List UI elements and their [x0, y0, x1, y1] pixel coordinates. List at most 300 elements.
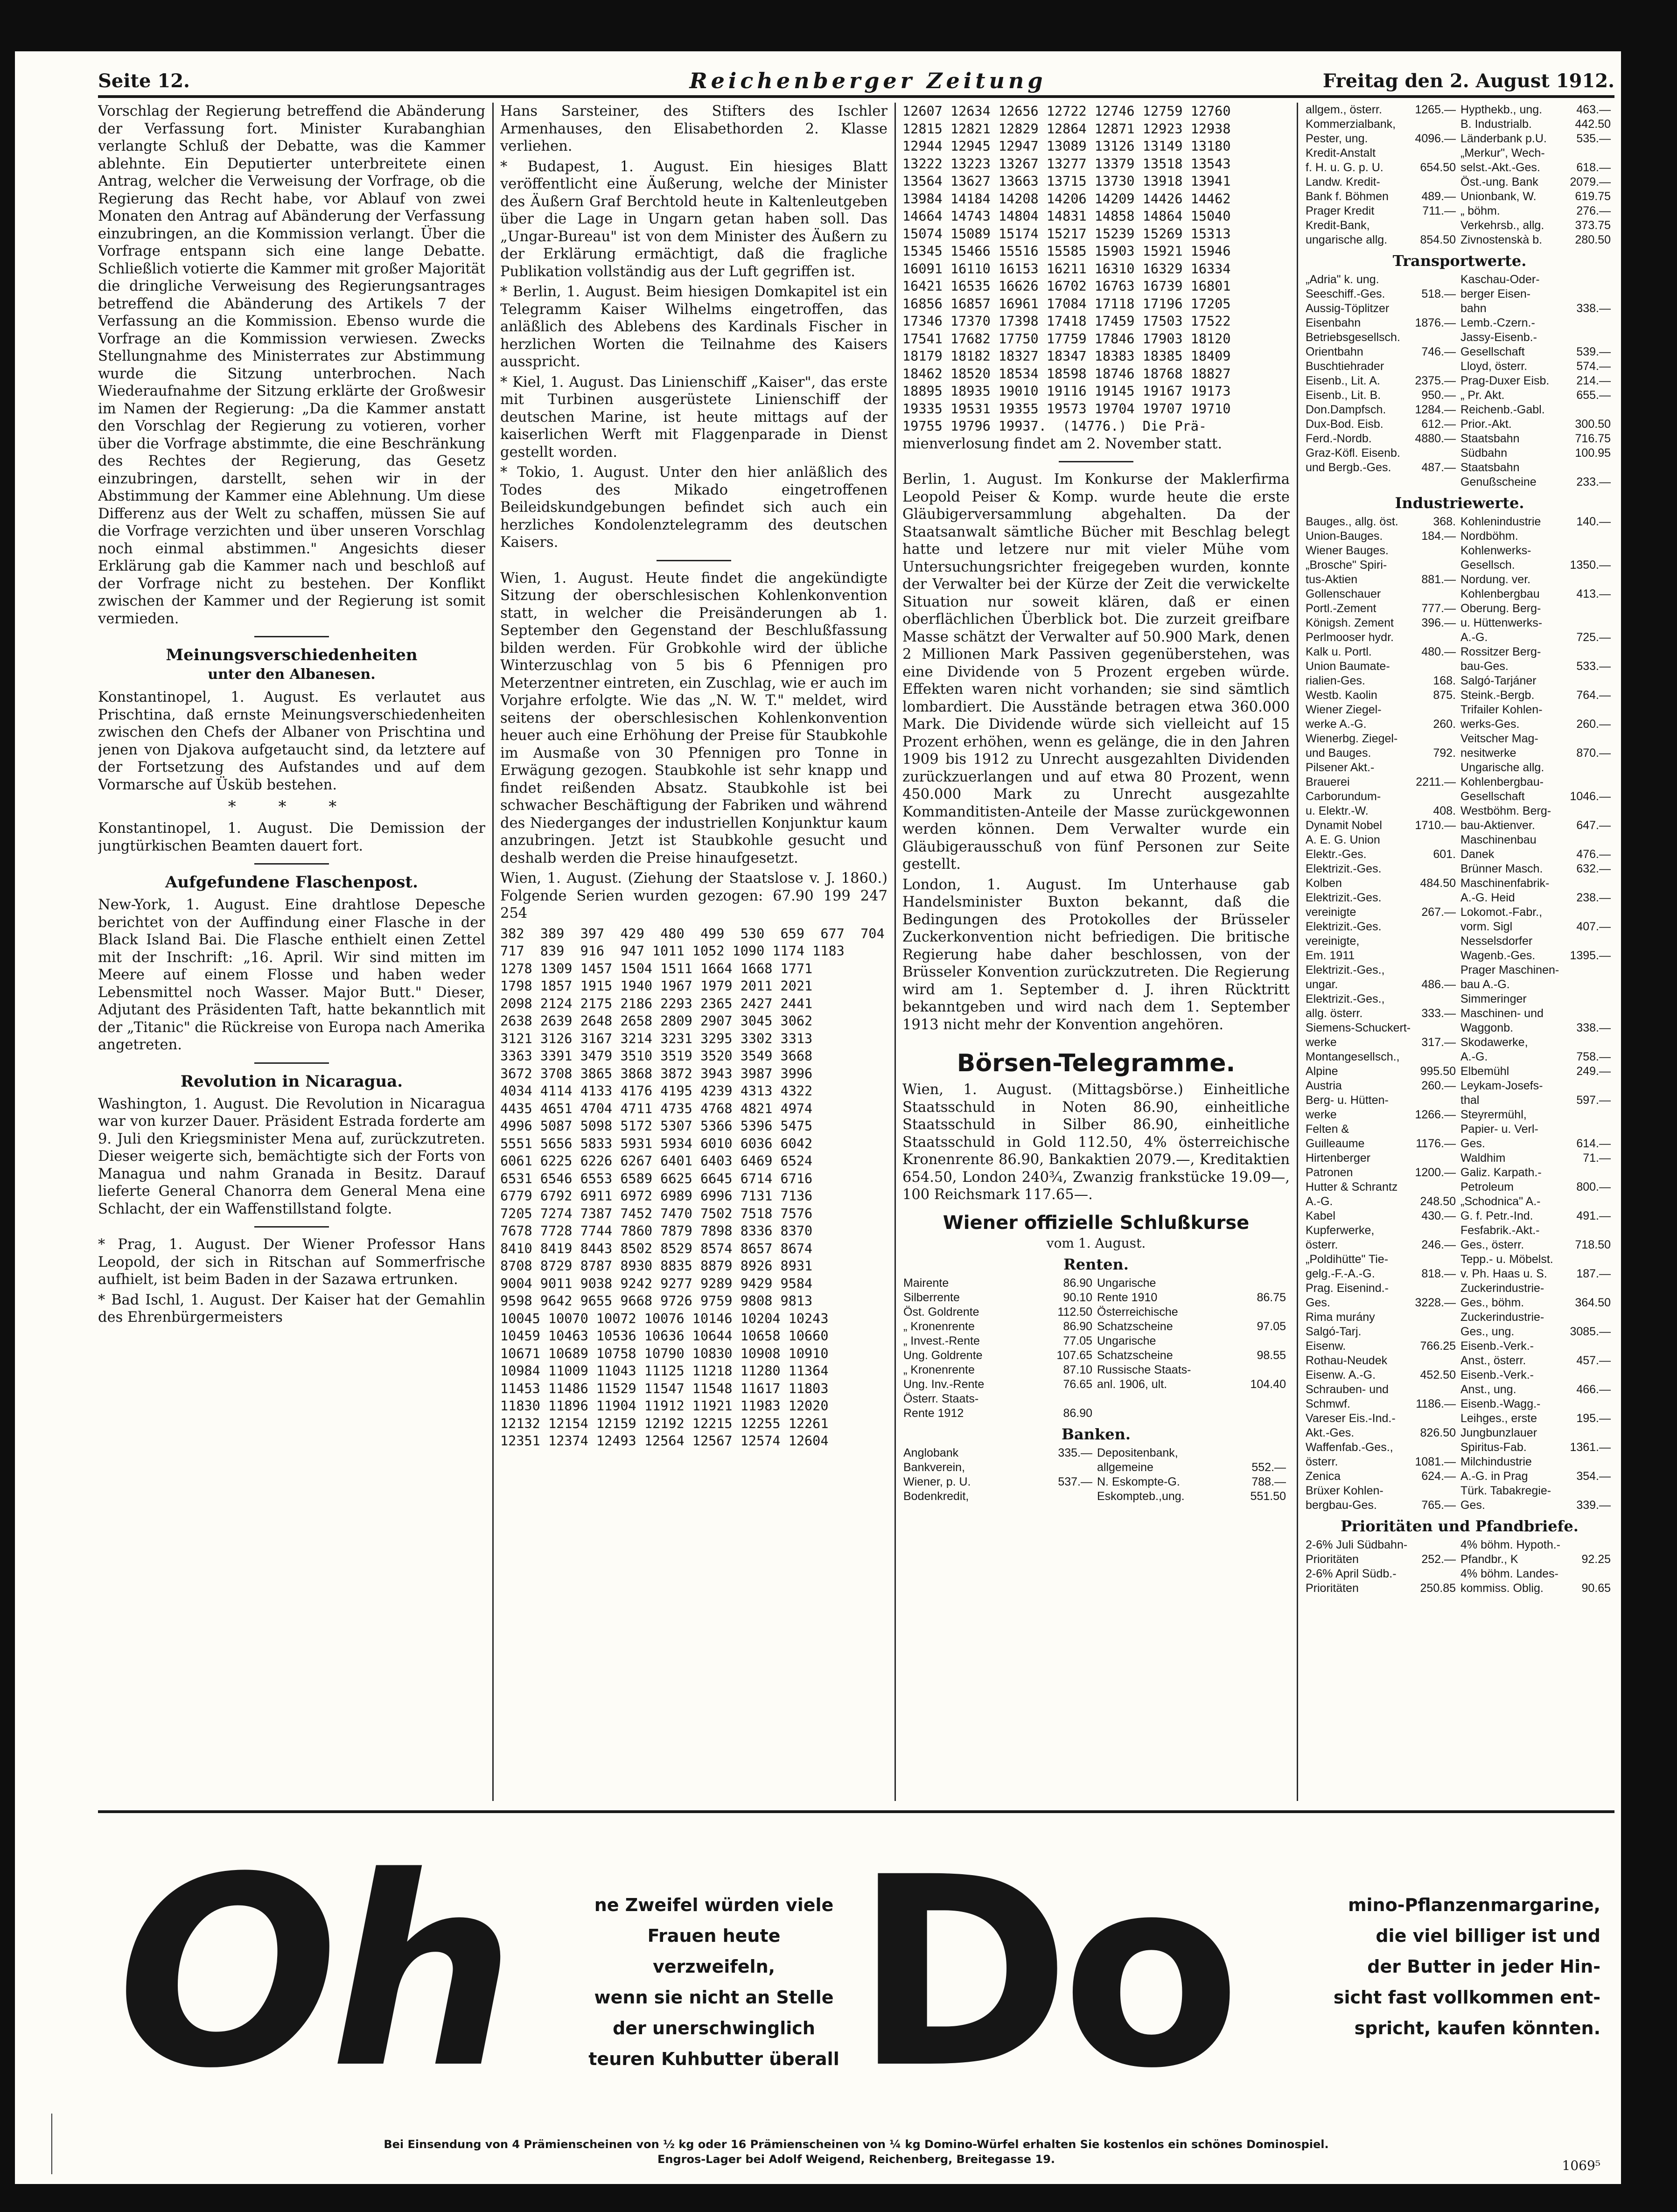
quote-value [1413, 1382, 1460, 1397]
quote-value: 537.— [1058, 1475, 1092, 1488]
quote-name: Zuckerindustrie- [1460, 1311, 1544, 1324]
quote-value [1033, 1392, 1096, 1406]
quote-value [1566, 1339, 1614, 1354]
quote-row [1305, 616, 1460, 630]
quote-value [1566, 775, 1614, 789]
quote-name: Eisenw. A.-G. [1306, 1368, 1376, 1382]
quote-name: Prior.-Akt. [1460, 418, 1512, 431]
quote-name: Anst., österr. [1460, 1354, 1526, 1367]
quote-row [1460, 204, 1614, 218]
quote-value [1567, 287, 1614, 301]
article-paragraph: * Tokio, 1. August. Unter den hier anläßlich des Todes des Mikado eingetroffenen Beileidskundgebungen befindet sich auch ein herzliches Kondolenztelegramm des deutschen Kaisers. [500, 464, 887, 551]
quote-value [1413, 732, 1460, 746]
quote-value: 2375.— [1415, 374, 1456, 387]
quote-name: Brauerei [1306, 775, 1350, 789]
quote-name: Eisenb., Lit. B. [1306, 389, 1381, 402]
quote-name: Wiener, p. U. [903, 1475, 971, 1488]
quote-value: 535.— [1576, 132, 1611, 145]
quote-row [1305, 1538, 1460, 1552]
quote-row [1305, 833, 1460, 847]
quote-value [1413, 891, 1460, 905]
quote-value: 452.50 [1420, 1368, 1456, 1382]
number-row: 10459 10463 10536 10636 10644 10658 10660 [500, 1328, 829, 1344]
number-row: 3672 3708 3865 3868 3872 3943 3987 3996 [500, 1066, 813, 1082]
quote-name: Ges., böhm. [1460, 1296, 1524, 1309]
quote-value: 86.75 [1257, 1291, 1286, 1304]
quote-row [1305, 432, 1460, 446]
quote-value: 711.— [1422, 204, 1456, 217]
quote-value: 647.— [1576, 819, 1611, 832]
ad-big-word-oh: Oh [117, 1821, 506, 2126]
number-row: 11830 11896 11904 11912 11921 11983 12020 [500, 1398, 829, 1414]
quote-value: 333.— [1421, 1007, 1456, 1020]
quote-name: Türk. Tabakregie- [1460, 1484, 1551, 1497]
quote-name: Akt.-Ges. [1306, 1426, 1355, 1439]
quote-value: 1350.— [1570, 558, 1611, 572]
quote-row [1460, 992, 1614, 1006]
quote-name: Verkehrsb., allg. [1460, 219, 1544, 232]
quote-row [1305, 1050, 1460, 1064]
quote-name: Kohlenbergbau- [1460, 775, 1544, 789]
quote-row [1305, 789, 1460, 804]
quote-row [1305, 1108, 1460, 1122]
quote-name: Carborundum- [1306, 790, 1381, 803]
quote-name: Hypthekb., ung. [1460, 103, 1543, 116]
quote-value [1566, 833, 1614, 847]
number-row: 10045 10070 10072 10076 10146 10204 10243 [500, 1311, 829, 1326]
quote-group-heading: Industriewerte. [1395, 494, 1524, 512]
number-row: 9004 9011 9038 9242 9277 9289 9429 9584 [500, 1276, 813, 1291]
quote-value [1026, 1460, 1096, 1475]
quote-value [1566, 645, 1614, 659]
quote-value: 792. [1433, 747, 1456, 760]
quote-value [1410, 359, 1460, 374]
quote-row [1305, 1209, 1460, 1223]
number-row: 12607 12634 12656 12722 12746 12759 12760 [902, 104, 1231, 119]
lottery-number-list [902, 103, 1290, 435]
quote-value: 601. [1433, 848, 1456, 861]
quote-value: 250.85 [1420, 1582, 1456, 1595]
page-number: Seite 12. [98, 70, 190, 92]
quote-row [1305, 529, 1460, 544]
quote-table [1460, 272, 1614, 489]
quote-value: 260.— [1421, 1079, 1456, 1092]
number-row: 10984 11009 11043 11125 11218 11280 11364 [500, 1363, 829, 1379]
quote-name: bahn [1460, 302, 1487, 315]
number-row: 1278 1309 1457 1504 1511 1664 1668 1771 [500, 961, 813, 977]
quote-value [1416, 1538, 1460, 1552]
quote-row [1305, 1194, 1460, 1209]
quote-value [1408, 218, 1460, 233]
quote-row [1305, 847, 1460, 862]
quote-name: Elektr.-Ges. [1306, 848, 1367, 861]
quote-name: Jassy-Eisenb.- [1460, 331, 1537, 344]
ad-right-text [1274, 1890, 1600, 2044]
quote-value [1413, 1122, 1460, 1137]
quote-name: 4% böhm. Landes- [1460, 1567, 1558, 1580]
quote-value: 725.— [1576, 631, 1611, 644]
quote-row [1460, 146, 1614, 160]
quote-name: Bankverein, [903, 1460, 965, 1474]
quote-name: thal [1460, 1094, 1480, 1107]
quote-name: Spiritus-Fab. [1460, 1441, 1527, 1454]
quote-value: 463.— [1576, 103, 1611, 116]
quote-name: Ges. [1460, 1137, 1485, 1150]
quote-name: G. f. Petr.-Ind. [1460, 1209, 1533, 1222]
quote-value [1566, 1035, 1614, 1050]
quote-row [1305, 117, 1460, 132]
number-row: 13984 14184 14208 14206 14209 14426 14462 [902, 191, 1231, 207]
quote-row [1460, 688, 1614, 703]
heading-line: unter den Albanesen. [208, 666, 376, 683]
quote-name: Skodawerke, [1460, 1036, 1528, 1049]
quote-row [1305, 1137, 1460, 1151]
quote-row [1305, 1382, 1460, 1397]
quote-name: Alpine [1306, 1065, 1338, 1078]
quote-row [1305, 587, 1460, 601]
quote-value: 764.— [1576, 689, 1611, 702]
quote-row [1460, 717, 1614, 732]
quote-name: Prager Maschinen- [1460, 963, 1559, 977]
quote-value: 489.— [1421, 190, 1456, 203]
quote-value: 354.— [1576, 1470, 1611, 1483]
quote-name: Ungarische [1097, 1276, 1156, 1290]
quote-value [1413, 1223, 1460, 1238]
quote-row [1305, 1397, 1460, 1411]
quote-grid [1305, 1538, 1614, 1596]
quote-row [1460, 703, 1614, 717]
quote-row [1096, 1305, 1290, 1319]
quote-row [1305, 1310, 1460, 1325]
quote-value: 4096.— [1415, 132, 1456, 145]
schlusskurse-date: vom 1. August. [1046, 1235, 1146, 1251]
quote-name: Trifailer Kohlen- [1460, 703, 1543, 716]
quote-name: Nordböhm. [1460, 530, 1518, 543]
quote-row [1460, 833, 1614, 847]
ad-line: ne Zweifel würden viele [594, 1895, 834, 1915]
quote-row [1460, 818, 1614, 833]
number-row: 13564 13627 13663 13715 13730 13918 13941 [902, 174, 1231, 189]
quote-row [1305, 1122, 1460, 1137]
quote-value [1413, 703, 1460, 717]
article-paragraph: * Berlin, 1. August. Beim hiesigen Domkapitel ist ein Telegramm Kaiser Wilhelms eingetroffen, das anläßlich des Ablebens des Kardinals Fischer in herzlichen Worten die Teilnahme des Kaisers ausspricht. [500, 284, 887, 370]
quote-row [1460, 934, 1614, 949]
margarine-advertisement [98, 1810, 1614, 2184]
quote-row [1460, 761, 1614, 775]
quote-value: 112.50 [1057, 1305, 1092, 1319]
quote-value: 92.25 [1581, 1553, 1611, 1566]
number-row: 16091 16110 16153 16211 16310 16329 16334 [902, 261, 1231, 277]
article-paragraph: Konstantinopel, 1. August. Es verlautet aus Prischtina, daß ernste Meinungsverschiedenheiten zwischen den Chefs der Albaner von Prischtina und jenen von Djakova aufgetaucht sind, da letztere auf der Fortsetzung des Aufstandes und auf dem Vormarsche auf Üsküb bestehen. [98, 689, 485, 793]
quote-name: Seeschiff.-Ges. [1306, 287, 1385, 300]
number-row: 3363 3391 3479 3510 3519 3520 3549 3668 [500, 1048, 813, 1064]
quote-name: Kaschau-Oder- [1460, 273, 1540, 286]
quote-value [1232, 1334, 1290, 1348]
quote-row [1305, 330, 1460, 345]
quote-name: A.-G. Heid [1460, 891, 1515, 904]
quote-name: Eisenw. [1306, 1340, 1346, 1353]
quote-row [1305, 1581, 1460, 1596]
quote-value [1567, 272, 1614, 287]
quote-name: Eisenb.-Verk.- [1460, 1368, 1534, 1382]
quote-row [1305, 1426, 1460, 1440]
quote-value [1413, 587, 1460, 601]
quote-row [1460, 630, 1614, 645]
quote-row [1305, 659, 1460, 674]
quote-row [1305, 1165, 1460, 1180]
quote-value [1413, 1411, 1460, 1426]
quote-name: f. H. u. G. p. U. [1306, 161, 1384, 174]
quote-name: Länderbank p.U. [1460, 132, 1547, 145]
quote-grid [902, 1276, 1290, 1421]
quote-row [902, 1334, 1096, 1348]
quote-row [1305, 287, 1460, 301]
quote-value [1413, 659, 1460, 674]
ad-footer-line: Bei Einsendung von 4 Prämienscheinen von ½ kg oder 16 Prämienscheinen von ¼ kg Domino-Würfel erhalten Sie kostenlos ein schönes Dominospiel. [384, 2138, 1329, 2151]
quote-name: Genußscheine [1460, 475, 1537, 488]
column-2 [500, 103, 887, 1801]
quote-name: Graz-Köfl. Eisenb. [1306, 447, 1400, 460]
quote-value [1413, 1050, 1460, 1064]
quote-name: Öst.-ung. Bank [1460, 175, 1538, 188]
quote-name: Tepp.- u. Möbelst. [1460, 1253, 1553, 1266]
quote-row [1460, 388, 1614, 403]
quote-value: 238.— [1576, 891, 1611, 904]
quote-row [1305, 1339, 1460, 1354]
quote-row [1305, 388, 1460, 403]
quote-value [1566, 1223, 1614, 1238]
quote-row [1460, 1411, 1614, 1426]
number-row: 18462 18520 18534 18598 18746 18768 18827 [902, 366, 1231, 382]
quote-row [1460, 1484, 1614, 1498]
quote-value: 466.— [1576, 1383, 1611, 1396]
article-separator [254, 863, 329, 865]
quote-row [1305, 1267, 1460, 1281]
quote-value [1566, 1194, 1614, 1209]
quote-value [1413, 630, 1460, 645]
quote-row [1460, 891, 1614, 905]
quote-row [902, 1348, 1096, 1363]
quote-row [1460, 977, 1614, 992]
quote-value [1413, 1440, 1460, 1455]
quote-value: 252.— [1421, 1553, 1456, 1566]
quote-grid [1305, 272, 1614, 489]
quote-value: 777.— [1421, 602, 1456, 615]
quote-value [1566, 1006, 1614, 1021]
quote-value [1408, 117, 1460, 132]
quote-row [1460, 905, 1614, 920]
quote-row [1460, 175, 1614, 189]
ad-code: 1069⁵ [1562, 2158, 1600, 2173]
quote-row [1305, 301, 1460, 316]
quote-value: 104.40 [1250, 1377, 1286, 1391]
quote-value: 1284.— [1415, 403, 1456, 416]
ad-big-word-do: Do [854, 1821, 1232, 2126]
quote-name: A.-G. [1460, 631, 1488, 644]
quote-value [1566, 544, 1614, 558]
quote-name: bau-Ges. [1460, 660, 1509, 673]
quote-value [1566, 1484, 1614, 1498]
quote-name: kommiss. Oblig. [1460, 1582, 1544, 1595]
quote-row [1460, 674, 1614, 688]
quote-row [1460, 862, 1614, 876]
number-row: 18895 18935 19010 19116 19145 19167 19173 [902, 384, 1231, 399]
quote-row [1305, 1281, 1460, 1296]
quote-value: 1081.— [1415, 1455, 1456, 1468]
quote-value [1410, 301, 1460, 316]
quote-row [902, 1446, 1096, 1460]
quote-name: Staatsbahn [1460, 461, 1520, 474]
quote-name: allgem., österr. [1306, 103, 1382, 116]
quote-name: Westböhm. Berg- [1460, 804, 1551, 817]
quote-name: 4% böhm. Hypoth.- [1460, 1538, 1560, 1551]
quote-row [1096, 1475, 1290, 1489]
quote-row [1460, 1180, 1614, 1194]
quote-row [1460, 544, 1614, 558]
quote-value: 655.— [1576, 389, 1611, 402]
quote-value: 826.50 [1420, 1426, 1456, 1439]
quote-group-heading: Renten. [1063, 1255, 1129, 1273]
quote-name: u. Hüttenwerks- [1460, 616, 1543, 629]
article-paragraph: Hans Sarsteiner, des Stifters des Ischler Armenhauses, den Elisabethorden 2. Klasse verliehen. [500, 103, 887, 154]
quote-row [1305, 804, 1460, 818]
number-row: 9598 9642 9655 9668 9726 9759 9808 9813 [500, 1293, 813, 1309]
quote-value [1413, 1093, 1460, 1108]
number-row: 12944 12945 12947 13089 13126 13149 13180 [902, 139, 1231, 154]
quote-value: 624.— [1421, 1470, 1456, 1483]
column-3 [902, 103, 1290, 1801]
quote-value: 413.— [1576, 587, 1611, 600]
quote-name: Kupferwerke, [1306, 1224, 1375, 1237]
quote-value: 338.— [1576, 1021, 1611, 1034]
quote-row [1460, 1552, 1614, 1567]
quote-value [1566, 963, 1614, 977]
boerse-heading: Börsen-Telegramme. [957, 1049, 1236, 1077]
quote-value [1413, 862, 1460, 876]
quote-row [1460, 1050, 1614, 1064]
quote-name: Ung. Inv.-Rente [903, 1377, 985, 1391]
quote-row [1460, 1426, 1614, 1440]
quote-name: Königsh. Zement [1306, 616, 1394, 629]
quote-value: 90.10 [1063, 1291, 1092, 1304]
quote-value: 618.— [1576, 161, 1611, 174]
quote-row [1305, 1484, 1460, 1498]
quote-value [1566, 1122, 1614, 1137]
quote-value [1413, 1021, 1460, 1035]
quote-name: ungar. [1306, 978, 1338, 991]
quote-name: Jungbunzlauer [1460, 1426, 1537, 1439]
quote-row [1305, 175, 1460, 189]
quote-name: Pfandbr., K [1460, 1553, 1518, 1566]
quote-name: Betriebsgesellsch. [1306, 331, 1400, 344]
quote-value [1567, 330, 1614, 345]
quote-value: 246.— [1421, 1238, 1456, 1251]
quote-row [1460, 1165, 1614, 1180]
quote-row [1305, 891, 1460, 905]
quote-value: 90.65 [1581, 1582, 1611, 1595]
quote-value: 76.65 [1063, 1377, 1092, 1391]
quote-value [1576, 1538, 1614, 1552]
ad-line: der unerschwinglich [613, 2018, 815, 2038]
quote-name: Ferd.-Nordb. [1306, 432, 1372, 445]
quote-name: Bodenkredit, [903, 1489, 969, 1503]
quote-row [1460, 529, 1614, 544]
quote-value [1413, 1325, 1460, 1339]
quote-name: Anglobank [903, 1446, 959, 1459]
quote-row [1305, 572, 1460, 587]
quote-row [1460, 117, 1614, 132]
ad-rule [98, 1810, 1614, 1813]
quote-value: 339.— [1576, 1499, 1611, 1512]
number-row: 717 839 916 947 1011 1052 1090 1174 1183 [500, 943, 845, 959]
quote-value [1410, 272, 1460, 287]
article-heading [98, 646, 485, 684]
quote-name: „ Invest.-Rente [903, 1334, 980, 1347]
quote-value [1566, 905, 1614, 920]
quote-name: Elektrizit.-Ges. [1306, 891, 1382, 904]
number-row: 16421 16535 16626 16702 16763 16739 16801 [902, 279, 1231, 294]
issue-date: Freitag den 2. August 1912. [1322, 70, 1614, 92]
quote-row [1305, 204, 1460, 218]
quote-row [1460, 601, 1614, 616]
article-paragraph: Berlin, 1. August. Im Konkurse der Maklerfirma Leopold Peiser & Komp. wurde heute die erste Gläubigerversammlung abgehalten. Da der Staatsanwalt sämtliche Bücher mit Beschlag belegt hatte und letzere nur mit vieler Mühe vom Untersuchungsrichter freigegeben wurden, konnte der Verwalter bei der Kürze der Zeit die verwickelte Situation nur soweit klären, daß er einen oberflächlichen Überblick bot. Die zurzeit greifbare Masse schätzt der Verwalter auf 50.900 Mark, denen 2 Millionen Mark Passiven gegenüberstehen, was eine Dividende von 5 Prozent ergeben würde. Effekten waren nicht vorhanden; sie sind sämtlich lombardiert. Die Ausstände betragen etwa 360.000 Mark. Die Dividende würde sich vielleicht auf 15 Prozent erhöhen, wenn es gelänge, die in den Jahren 1909 bis 1912 zu Unrecht ausgezahlten Dividenden zurückzuerlangen und auf etwa 80 Prozent, wenn 450.000 Mark zu Unrecht ausgezahlte Kommanditisten-Anteile der Masse zurückgewonnen werden können. Dem Verwalter wurde ein Gläubigerausschuß von fünf Personen zur Seite gestellt. [902, 471, 1290, 872]
quote-value: 818.— [1421, 1267, 1456, 1280]
quote-value [1413, 761, 1460, 775]
quote-name: Rente 1912 [903, 1406, 964, 1420]
quote-row [1460, 446, 1614, 461]
quote-name: Veitscher Mag- [1460, 732, 1538, 745]
quote-value: 1361.— [1570, 1441, 1611, 1454]
quote-name: Leihges., erste [1460, 1412, 1537, 1425]
quote-name: 2-6% April Südb.- [1306, 1567, 1397, 1580]
quote-row [1305, 1093, 1460, 1108]
quote-value: 195.— [1576, 1412, 1611, 1425]
quote-name: Rima murány [1306, 1311, 1375, 1324]
masthead [98, 65, 1614, 98]
quote-name: B. Industrialb. [1460, 118, 1532, 131]
quote-value: 408. [1433, 804, 1456, 817]
quote-value: 457.— [1576, 1354, 1611, 1367]
quote-row [1305, 992, 1460, 1006]
quote-row [1305, 746, 1460, 761]
article-separator [1059, 461, 1133, 462]
quote-row [1460, 949, 1614, 963]
quote-name: Papier- u. Verl- [1460, 1123, 1538, 1136]
quote-value: 654.50 [1420, 161, 1456, 174]
quote-value [1566, 1108, 1614, 1122]
quote-name: Westb. Kaolin [1306, 689, 1377, 702]
quote-row [1305, 1064, 1460, 1079]
quote-value: 3228.— [1415, 1296, 1456, 1309]
quote-row [1096, 1460, 1290, 1475]
quote-name: allgemeine [1097, 1460, 1153, 1474]
quote-row [1460, 1382, 1614, 1397]
quote-name: Em. 1911 [1306, 949, 1355, 962]
quote-name: Bank f. Böhmen [1306, 190, 1389, 203]
quote-value: 1265.— [1415, 103, 1456, 116]
quote-name: Pilsener Akt.- [1306, 761, 1375, 774]
quote-name: Leykam-Josefs- [1460, 1079, 1543, 1092]
quote-name: Steyrermühl, [1460, 1108, 1527, 1121]
quote-row [1305, 732, 1460, 746]
quote-table [1460, 1538, 1614, 1596]
quote-row [1305, 218, 1460, 233]
quote-row [1460, 616, 1614, 630]
quote-value [1566, 1281, 1614, 1296]
quote-row [1305, 359, 1460, 374]
quote-name: „Poldihütte" Tie- [1306, 1253, 1389, 1266]
quote-row [1305, 103, 1460, 117]
